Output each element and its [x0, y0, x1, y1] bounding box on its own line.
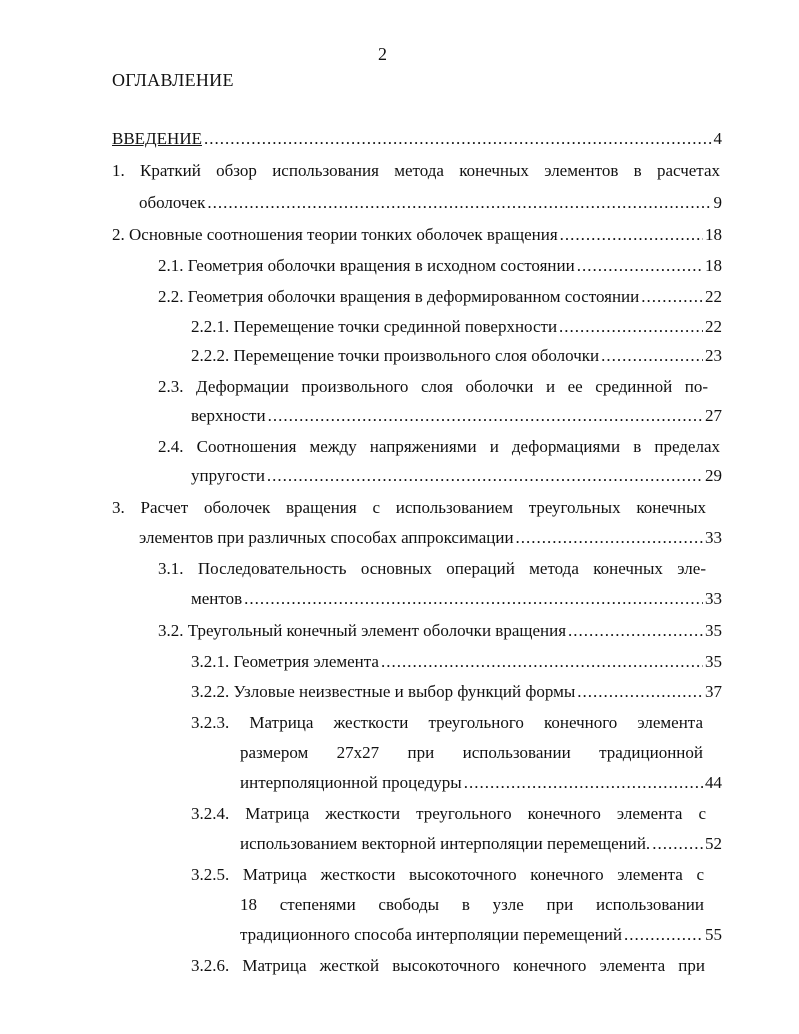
toc-entry-title: элементов при различных способах аппроксимации: [139, 528, 514, 547]
toc-entry-s3-2-5-line1[interactable]: 3.2.5. Матрица жесткости высокоточного конечного элемента с: [191, 865, 704, 884]
toc-entry-title: традиционного способа интерполяции перемещений: [240, 925, 622, 944]
toc-entry-title: 2. Основные соотношения теории тонких оболочек вращения: [112, 225, 558, 244]
toc-entry-title: 2.2. Геометрия оболочки вращения в деформированном состоянии: [158, 287, 640, 306]
toc-entry-title: интерполяционной процедуры: [240, 773, 462, 792]
toc-entry-s2-2[interactable]: [158, 286, 722, 308]
toc-entry-title: верхности: [191, 406, 266, 425]
dot-leader: [652, 833, 703, 855]
toc-entry-page: 55: [705, 925, 722, 944]
page-number: 2: [378, 44, 387, 64]
dot-leader: [244, 588, 703, 610]
toc-entry-s3-2-5-line2[interactable]: 18 степенями свободы в узле при использовании: [240, 895, 704, 914]
dot-leader: [577, 681, 703, 703]
dot-leader: [268, 405, 703, 427]
toc-entry-page: 35: [705, 652, 722, 671]
toc-entry-page: 35: [705, 621, 722, 640]
toc-entry-s3-1-line2[interactable]: [191, 588, 722, 610]
dot-leader: [641, 286, 703, 308]
toc-entry-s3-line2[interactable]: [139, 527, 722, 549]
toc-entry-page: 22: [705, 287, 722, 306]
toc-entry-s3-2-6-line1[interactable]: 3.2.6. Матрица жесткой высокоточного конечного элемента при: [191, 956, 705, 975]
toc-entry-page: 44: [705, 773, 722, 792]
toc-entry-page: 33: [705, 589, 722, 608]
dot-leader: [464, 772, 703, 794]
toc-entry-title: упругости: [191, 466, 265, 485]
toc-entry-s2-1[interactable]: [158, 255, 722, 277]
dot-leader: [559, 316, 703, 338]
toc-entry-page: 18: [705, 225, 722, 244]
toc-entry-s2-4-line2[interactable]: [191, 465, 722, 487]
toc-entry-page: 27: [705, 406, 722, 425]
toc-entry-page: 33: [705, 528, 722, 547]
toc-entry-s3-2-1[interactable]: [191, 651, 722, 673]
toc-entry-s3-2[interactable]: [158, 620, 722, 642]
toc-entry-title: 3.2. Треугольный конечный элемент оболочки вращения: [158, 621, 567, 640]
toc-entry-s3-line1[interactable]: 3. Расчет оболочек вращения с использованием треугольных конечных: [112, 498, 706, 517]
dot-leader: [568, 620, 703, 642]
toc-entry-s1-line2[interactable]: [139, 192, 722, 214]
toc-entry-s3-2-4-line2[interactable]: [240, 833, 722, 855]
dot-leader: [624, 924, 703, 946]
toc-entry-title: 2.1. Геометрия оболочки вращения в исходном состоянии: [158, 256, 575, 275]
dot-leader: [577, 255, 703, 277]
toc-entry-title: 2.2.1. Перемещение точки срединной поверхности: [191, 317, 558, 336]
toc-entry-page: 23: [705, 346, 722, 365]
dot-leader: [207, 192, 711, 214]
toc-entry-s3-1-line1[interactable]: 3.1. Последовательность основных операций метода конечных эле-: [158, 559, 706, 578]
dot-leader: [560, 224, 703, 246]
toc-entry-s2-2-2[interactable]: [191, 345, 722, 367]
toc-entry-s3-2-3-line2[interactable]: размером 27x27 при использовании традиционной: [240, 743, 703, 762]
toc-entry-title: 2.2.2. Перемещение точки произвольного слоя оболочки: [191, 346, 600, 365]
toc-entry-title: оболочек: [139, 193, 206, 212]
toc-entry-page: 4: [713, 129, 722, 148]
toc-entry-s2-3-line2[interactable]: [191, 405, 722, 427]
toc-entry-page: 9: [713, 193, 722, 212]
dot-leader: [601, 345, 703, 367]
toc-entry-title: 3.2.1. Геометрия элемента: [191, 652, 379, 671]
toc-heading: ОГЛАВЛЕНИЕ: [112, 70, 234, 90]
toc-entry-s2-2-1[interactable]: [191, 316, 722, 338]
toc-entry-s3-2-5-line3[interactable]: [240, 924, 722, 946]
toc-entry-page: 18: [705, 256, 722, 275]
toc-entry-page: 29: [705, 466, 722, 485]
dot-leader: [381, 651, 703, 673]
toc-entry-page: 22: [705, 317, 722, 336]
dot-leader: [516, 527, 703, 549]
toc-entry-s2[interactable]: [112, 224, 722, 246]
toc-entry-page: 37: [705, 682, 722, 701]
toc-entry-title: ментов: [191, 589, 243, 608]
dot-leader: [204, 128, 712, 150]
dot-leader: [267, 465, 703, 487]
toc-entry-s3-2-3-line3[interactable]: [240, 772, 722, 794]
toc-entry-s1-line1[interactable]: 1. Краткий обзор использования метода конечных элементов в расчетах: [112, 161, 720, 180]
toc-entry-s2-4-line1[interactable]: 2.4. Соотношения между напряжениями и деформациями в пределах: [158, 437, 720, 456]
toc-entry-s2-3-line1[interactable]: 2.3. Деформации произвольного слоя оболочки и ее срединной по-: [158, 377, 708, 396]
toc-entry-title: ВВЕДЕНИЕ: [112, 129, 202, 148]
toc-entry-title: использованием векторной интерполяции перемещений.: [240, 834, 651, 853]
toc-entry-title: 3.2.2. Узловые неизвестные и выбор функций формы: [191, 682, 576, 701]
toc-entry-s3-2-2[interactable]: [191, 681, 722, 703]
toc-entry-intro[interactable]: [112, 128, 722, 150]
toc-entry-page: 52: [705, 834, 722, 853]
toc-entry-s3-2-3-line1[interactable]: 3.2.3. Матрица жесткости треугольного конечного элемента: [191, 713, 703, 732]
toc-entry-s3-2-4-line1[interactable]: 3.2.4. Матрица жесткости треугольного конечного элемента с: [191, 804, 706, 823]
